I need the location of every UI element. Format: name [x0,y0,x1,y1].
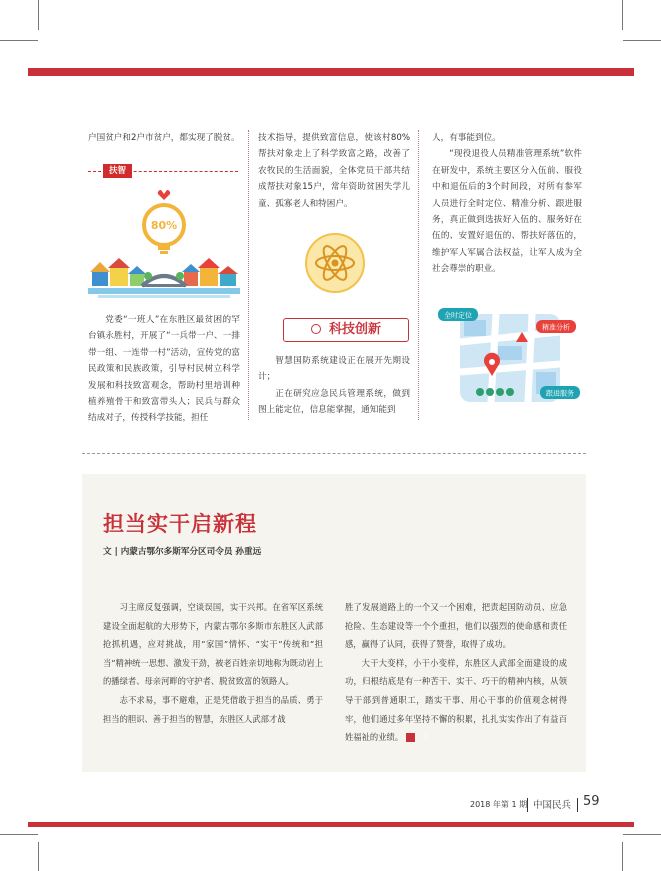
right-column [432,130,582,278]
article-left-column [103,598,323,728]
map-label-3: 跟进服务 [546,389,574,398]
footer-divider [577,798,578,812]
right-paragraph-2: “现役退役人员精准管理系统”软件在研发中，系统主要区分入伍前、服役中和退伍后的3个时间段，对所有参军人员进行全时定位、精准分析、跟进服务，真正做到选拔好入伍的、服务好在伍的、安置好退伍的、帮扶好落伍的，维护军人军属合法权益，让军人成为全社会尊崇的职业。 [432,149,582,275]
left-column-para [88,312,240,427]
header-bar [28,68,634,76]
badge-80-percent: 80% [150,219,178,232]
atom-science-icon [304,232,366,294]
article-paragraph-4 [345,654,567,747]
section-title-text: 科技创新 [328,322,381,337]
article-byline: 文 | 内蒙古鄂尔多斯军分区司令员 孙重远 [103,547,262,557]
crop-mark [38,0,39,30]
footer-divider [527,798,528,812]
map-label-1: 全时定位 [444,311,472,320]
crop-mark [623,40,661,41]
end-mark: 兵 [406,733,415,742]
article-paragraph-3: 胜了发展道路上的一个又一个困难，把责起国防动员、应急抢险、生态建设等一个个重担，他们以强烈的使命感和责任感，赢得了认同，获得了赞誉，取得了成功。 [345,602,567,650]
article-paragraph-1: 习主席反复强调，空谈误国，实干兴邦。在省军区系统建设全面起航的大形势下，内蒙古鄂尔多斯市东胜区人武部抢抓机遇，应对挑战，用“家国”情怀、“实干”传统和“担当”精神统一思想、激发干劲，被老百姓亲切地称为既动岩上的播绿者、母亲河畔的守护者、脱贫致富的领路人。 [103,602,323,687]
target-icon [311,324,321,334]
middle-paragraph-2: 正在研究应急民兵管理系统，做到图上能定位，信息能掌握，通知能到 [258,388,410,416]
crop-mark [0,40,38,41]
left-line-1: 户国贫户和2户市贫户，都实现了脱贫。 [88,133,240,143]
section-tag-fuzhi: 扶智 [103,164,132,178]
article-right-column [345,598,567,747]
left-paragraph: 党委“一班人”在东胜区最贫困的罕台镇永胜村，开展了“一兵带一户、一排带一组、一连带一村”活动，宣传党的富民政策和民族政策，引导村民树立科学发展和科技致富观念，帮助村里培训种植养殖骨干和致富带头人；民兵与群众结成对子，传授科学技能，担任 [88,315,240,424]
footer-bar [28,822,634,827]
crop-mark [623,834,661,835]
middle-paragraph-top: 技术指导，提供致富信息，使该村80%帮扶对象走上了科学致富之路，改善了农牧民的生活面貌，全体党员干部共结成帮扶对象15户，常年资助贫困失学儿童、孤寡老人和特困户。 [258,133,410,209]
footer-magazine: 中国民兵 [533,800,572,811]
middle-column-bottom [258,353,410,419]
right-paragraph-1: 人，有事能到位。 [432,133,501,143]
middle-paragraph-1: 智慧国防系统建设正在展开先期设计； [258,356,410,383]
article-paragraph-2: 志不求易，事不避难，正是凭借敢于担当的品质、勇于担当的胆识、善于担当的智慧，东胜区人武部才战 [103,694,323,724]
article-title: 担当实干启新程 [103,512,257,536]
middle-column-top [258,130,410,212]
horizontal-divider [82,453,586,454]
crop-mark [0,834,38,835]
article-paragraph-4-text: 大干大变样，小干小变样，东胜区人武部全面建设的成功，归根结底是有一种苦干、实干、巧干的精神内核，从领导干部到普通职工，踏实干事、用心干事的价值观念树得牢，他们通过多年坚持不懈的积累，扎扎实实作出了有益百姓福祉的业绩。 [345,657,567,743]
column-divider [248,130,249,420]
left-column-top [88,130,240,146]
crop-mark [38,842,39,871]
rural-village-illustration [88,188,240,300]
crop-mark [622,0,623,30]
crop-mark [622,842,623,871]
column-divider [418,130,419,420]
section-title-keji [283,318,409,342]
city-map-illustration [436,302,582,408]
map-label-2: 精准分析 [542,323,570,332]
footer-page-number: 59 [583,794,600,809]
footer-issue: 2018 年第 1 期 [470,800,528,809]
